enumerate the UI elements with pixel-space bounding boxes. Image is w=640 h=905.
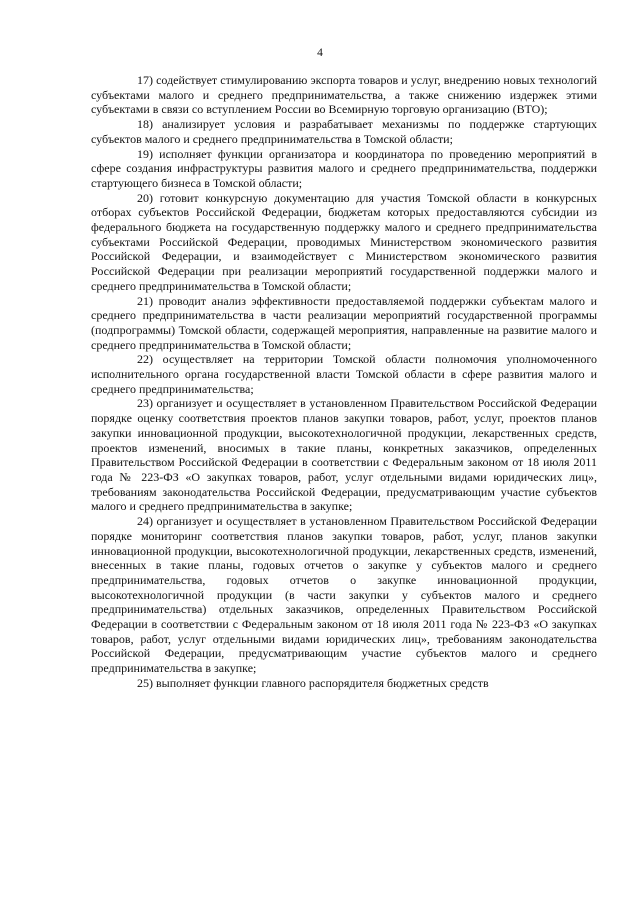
paragraph-20: 20) готовит конкурсную документацию для участия Томской области в конкурсных отборах субъектов Российской Федерации, бюджетам которых предоставляются субсидии из федерального бюджета на государственную поддержку малого и среднего предпринимательства субъектами Российской Федерации, проводимых Министерством экономического развития Российской Федерации, и взаимодействует с Министерством экономического развития Российской Федерации при реализации мероприятий государственной поддержки малого и среднего предпринимательства в Томской области; xyxy=(91,190,597,293)
paragraph-24: 24) организует и осуществляет в установленном Правительством Российской Федерации порядке мониторинг соответствия планов закупки товаров, работ, услуг, планов закупки инновационной продукции, высокотехнологичной продукции, лекарственных средств, изменений, внесенных в такие планы, годовых отчетов о закупке у субъектов малого и среднего предпринимательства, годовых отчетов о закупке инновационной продукции, высокотехнологичной продукции (в части закупки у субъектов малого и среднего предпринимательства) отдельных заказчиков, определенных Правительством Российской Федерации в соответствии с Федеральным законом от 18 июля 2011 года № 223-ФЗ «О закупках товаров, работ, услуг отдельными видами юридических лиц», требованиям законодательства Российской Федерации, предусматривающим участие субъектов малого и среднего предпринимательства в закупке; xyxy=(91,514,597,676)
paragraph-18: 18) анализирует условия и разрабатывает механизмы по поддержке стартующих субъектов малого и среднего предпринимательства в Томской области; xyxy=(91,117,597,146)
paragraph-23: 23) организует и осуществляет в установленном Правительством Российской Федерации порядке оценку соответствия проектов планов закупки товаров, работ, услуг, проектов планов закупки инновационной продукции, высокотехнологичной продукции, лекарственных средств, проектов изменений, вносимых в такие планы, конкретных заказчиков, определенных Правительством Российской Федерации в соответствии с Федеральным законом от 18 июля 2011 года № 223-ФЗ «О закупках товаров, работ, услуг отдельными видами юридических лиц», требованиям законодательства Российской Федерации, предусматривающим участие субъектов малого и среднего предпринимательства в закупке; xyxy=(91,396,597,514)
page-number: 4 xyxy=(317,47,323,59)
paragraph-21: 21) проводит анализ эффективности предоставляемой поддержки субъектам малого и среднего предпринимательства в части реализации мероприятий государственной программы (подпрограммы) Томской области, содержащей мероприятия, направленные на развитие малого и среднего предпринимательства в Томской области; xyxy=(91,293,597,352)
paragraph-25: 25) выполняет функции главного распорядителя бюджетных средств xyxy=(137,675,489,690)
paragraph-19: 19) исполняет функции организатора и координатора по проведению мероприятий в сфере создания инфраструктуры развития малого и среднего предпринимательства, поддержки стартующего бизнеса в Томской области; xyxy=(91,146,597,190)
paragraph-17: 17) содействует стимулированию экспорта товаров и услуг, внедрению новых технологий субъектами малого и среднего предпринимательства, а также снижению издержек этими субъектами в связи со вступлением России во Всемирную торговую организацию (ВТО); xyxy=(91,73,597,117)
paragraph-22: 22) осуществляет на территории Томской области полномочия уполномоченного исполнительного органа государственной власти Томской области в сфере развития малого и среднего предпринимательства; xyxy=(91,352,597,396)
body-text xyxy=(91,73,597,691)
